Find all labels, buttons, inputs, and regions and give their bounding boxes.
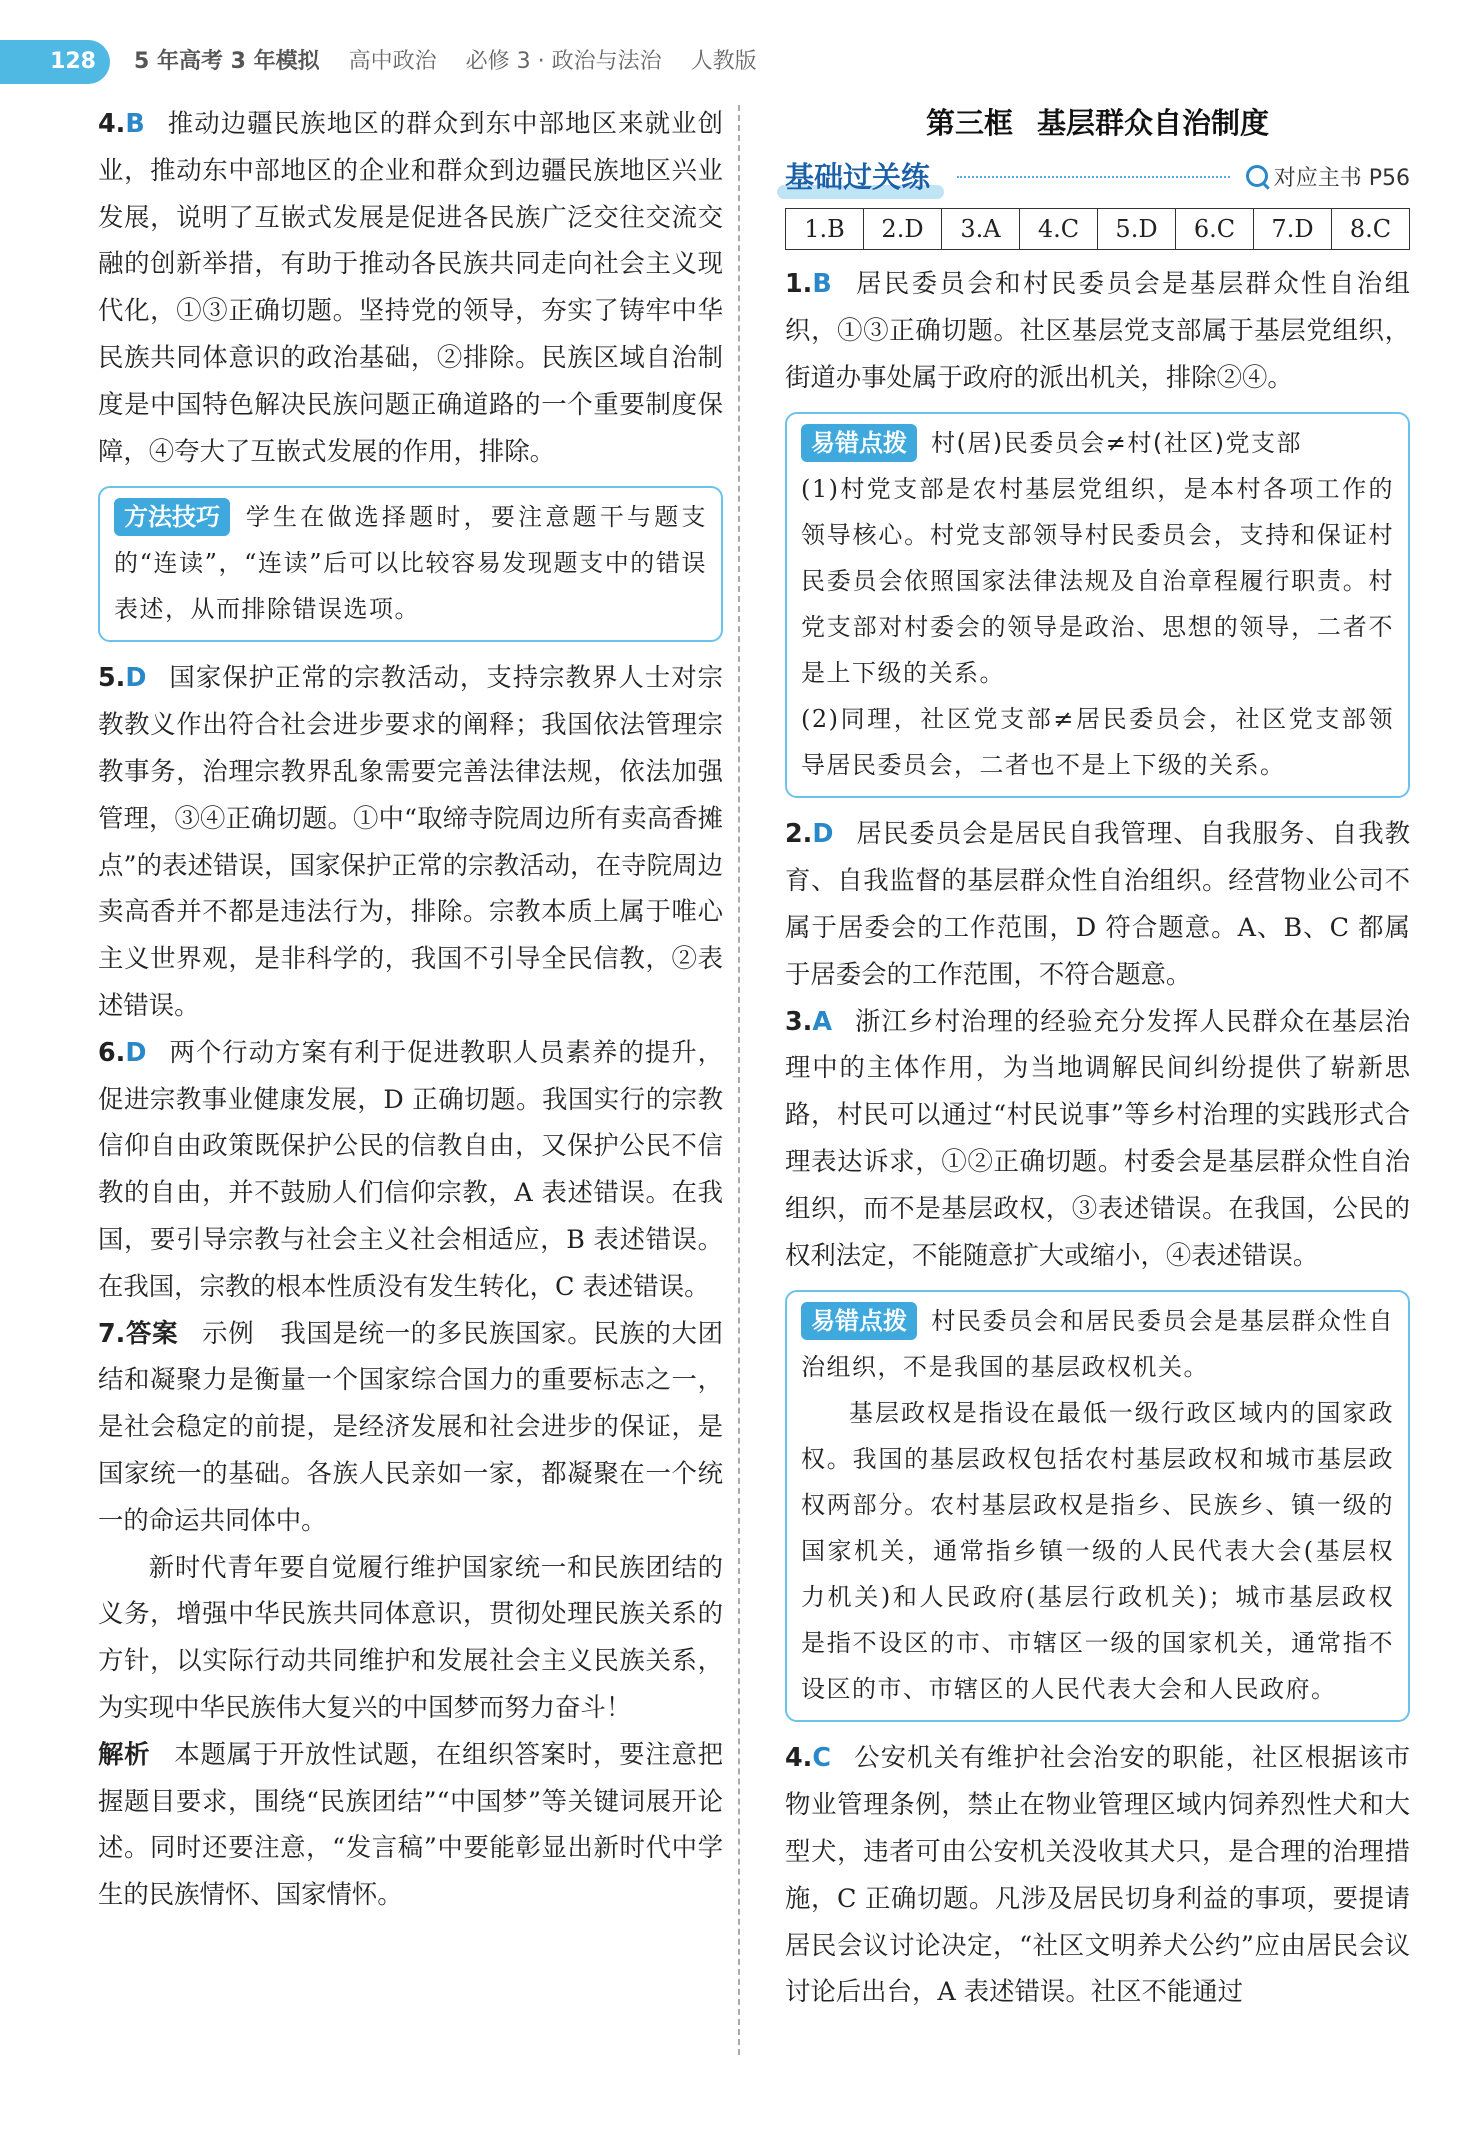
item-explanation: 国家保护正常的宗教活动，支持宗教界人士对宗教教义作出符合社会进步要求的阐释；我国依法管理宗教事务，治理宗教界乱象需要完善法律法规，依法加强管理，③④正确切题。①中“取缔寺院周边所有卖高香摊点”的表述错误，国家保护正常的宗教活动，在寺院周边卖高香并不都是违法行为，排除。宗教本质上属于唯心主义世界观，是非科学的，我国不引导全民信教，②表述错误。 [98, 662, 723, 1020]
answer-item-3-right [785, 998, 1410, 1279]
answer-label: 答案 [125, 1317, 179, 1348]
answer-cell: 3.A [942, 209, 1020, 250]
answer-item-2-right [785, 810, 1410, 997]
left-column [98, 100, 723, 1918]
tip-tag: 易错点拨 [801, 424, 917, 462]
answer-paragraph-1: 示例 我国是统一的多民族国家。民族的大团结和凝聚力是衡量一个国家综合国力的重要标志之一，是社会稳定的前提，是经济发展和社会进步的保证，是国家统一的基础。各族人民亲如一家，都凝聚在一个统一的命运共同体中。 [98, 1317, 724, 1535]
answer-cell: 8.C [1332, 209, 1410, 250]
analysis [98, 1731, 723, 1918]
header-book: 必修 3 · 政治与法治 [465, 49, 662, 74]
answer-cell: 5.D [1098, 209, 1176, 250]
tip-paragraph-2: (2)同理，社区党支部≠居民委员会，社区党支部领导居民委员会，二者也不是上下级的关系。 [801, 705, 1394, 780]
magnifier-icon [1246, 165, 1268, 187]
item-number: 3. [785, 1005, 813, 1036]
item-answer: A [812, 1005, 832, 1036]
error-tip-box-1 [785, 412, 1410, 798]
analysis-label: 解析 [98, 1738, 151, 1769]
answer-cell: 2.D [864, 209, 942, 250]
header-text [134, 40, 779, 84]
section-name: 基层群众自治制度 [1037, 106, 1270, 140]
item-answer: D [125, 662, 147, 693]
answer-item-1-right [785, 260, 1410, 400]
practice-header [785, 152, 1410, 200]
item-explanation: 公安机关有维护社会治安的职能，社区根据该市物业管理条例，禁止在物业管理区域内饲养烈性犬和大型犬，违者可由公安机关没收其犬只，是合理的治理措施，C 正确切题。凡涉及居民切身利益的事项，要提请居民会议讨论决定，“社区文明养犬公约”应由居民会议讨论后出台，A 表述错误。社区不能通过 [785, 1742, 1410, 2007]
answer-item-5-left [98, 654, 723, 1028]
answer-table [785, 208, 1410, 250]
item-explanation: 推动边疆民族地区的群众到东中部地区来就业创业，推动东中部地区的企业和群众到边疆民族地区兴业发展，说明了互嵌式发展是促进各民族广泛交往交流交融的创新举措，有助于推动各民族共同走向社会主义现代化，①③正确切题。坚持党的领导，夯实了铸牢中华民族共同体意识的政治基础，②排除。民族区域自治制度是中国特色解决民族问题正确道路的一个重要制度保障，④夸大了互嵌式发展的作用，排除。 [98, 108, 723, 466]
column-divider [738, 105, 740, 2055]
item-answer: B [812, 268, 832, 298]
item-answer: D [125, 1036, 147, 1067]
item-explanation: 浙江乡村治理的经验充分发挥人民群众在基层治理中的主体作用，为当地调解民间纠纷提供了崭新思路，村民可以通过“村民说事”等乡村治理的实践形式合理表达诉求，①②正确切题。村委会是基层群众性自治组织，而不是基层政权，③表述错误。在我国，公民的权利法定，不能随意扩大或缩小，④表述错误。 [785, 1005, 1410, 1270]
right-column [785, 100, 1410, 2015]
tip-title: 村(居)民委员会≠村(社区)党支部 [931, 429, 1303, 458]
answer-item-6-left [98, 1029, 723, 1310]
page-header [0, 40, 1460, 84]
tip-paragraph-1: (1)村党支部是农村基层党组织，是本村各项工作的领导核心。村党支部领导村民委员会，支持和保证村民委员会依照国家法律法规及自治章程履行职责。村党支部对村委会的领导是政治、思想的领导，二者不是上下级的关系。 [801, 475, 1394, 688]
item-number: 7. [98, 1317, 126, 1348]
answer-paragraph-2: 新时代青年要自觉履行维护国家统一和民族团结的义务，增强中华民族共同体意识，贯彻处理民族关系的方针，以实际行动共同维护和发展社会主义民族关系，为实现中华民族伟大复兴的中国梦而努力奋斗！ [98, 1551, 723, 1722]
answer-item-7-left [98, 1310, 723, 1544]
tip-tag: 方法技巧 [114, 498, 230, 536]
answer-cell: 7.D [1254, 209, 1332, 250]
item-answer: D [812, 818, 834, 849]
tip-text: 学生在做选择题时，要注意题干与题支的“连读”，“连读”后可以比较容易发现题支中的错误表述，从而排除错误选项。 [114, 503, 707, 624]
analysis-text: 本题属于开放性试题，在组织答案时，要注意把握题目要求，围绕“民族团结”“中国梦”等关键词展开论述。同时还要注意，“发言稿”中要能彰显出新时代中学生的民族情怀、国家情怀。 [98, 1738, 723, 1910]
section-title [785, 100, 1410, 146]
header-publisher: 人教版 [690, 49, 757, 74]
header-subject: 高中政治 [348, 49, 437, 74]
error-tip-box-2 [785, 1290, 1410, 1722]
tip-title: 村民委员会和居民委员会是基层群众性自治组织，不是我国的基层政权机关。 [801, 1307, 1394, 1382]
item-number: 4. [98, 108, 126, 138]
answer-cell: 6.C [1176, 209, 1254, 250]
item-number: 1. [785, 268, 813, 298]
item-explanation: 居民委员会是居民自我管理、自我服务、自我教育、自我监督的基层群众性自治组织。经营物业公司不属于居委会的工作范围，D 符合题意。A、B、C 都属于居委会的工作范围，不符合题意。 [785, 818, 1410, 989]
reference-text: 对应主书 P56 [1273, 166, 1410, 191]
item-answer: C [812, 1742, 831, 1773]
page-number: 128 [0, 40, 110, 84]
item-number: 5. [98, 662, 126, 693]
answer-item-4-right [785, 1734, 1410, 2015]
section-number: 第三框 [925, 106, 1013, 140]
answer-item-4-left [98, 100, 723, 474]
item-answer: B [125, 108, 145, 138]
item-explanation: 两个行动方案有利于促进教职人员素养的提升，促进宗教事业健康发展，D 正确切题。我国实行的宗教信仰自由政策既保护公民的信教自由，又保护公民不信教的自由，并不鼓励人们信仰宗教，A 表述错误。在我国，要引导宗教与社会主义社会相适应，B 表述错误。在我国，宗教的根本性质没有发生转化，C 表述错误。 [98, 1036, 723, 1301]
reference [1246, 156, 1410, 203]
item-explanation: 居民委员会和村民委员会是基层群众性自治组织，①③正确切题。社区基层党支部属于基层党组织，街道办事处属于政府的派出机关，排除②④。 [785, 268, 1410, 392]
tip-paragraph-1: 基层政权是指设在最低一级行政区域内的国家政权。我国的基层政权包括农村基层政权和城市基层政权两部分。农村基层政权是指乡、民族乡、镇一级的国家机关，通常指乡镇一级的人民代表大会(基层权力机关)和人民政府(基层行政机关)；城市基层政权是指不设区的市、市辖区一级的国家机关，通常指不设区的市、市辖区的人民代表大会和人民政府。 [801, 1399, 1394, 1704]
method-tip-box [98, 486, 723, 642]
item-number: 6. [98, 1036, 126, 1067]
item-number: 4. [785, 1742, 813, 1773]
answer-cell: 1.B [786, 209, 864, 250]
tip-tag: 易错点拨 [801, 1302, 917, 1340]
practice-label: 基础过关练 [785, 154, 930, 201]
item-number: 2. [785, 818, 813, 849]
dotted-rule [957, 176, 1230, 178]
answer-cell: 4.C [1020, 209, 1098, 250]
header-brand: 5 年高考 3 年模拟 [134, 49, 320, 74]
